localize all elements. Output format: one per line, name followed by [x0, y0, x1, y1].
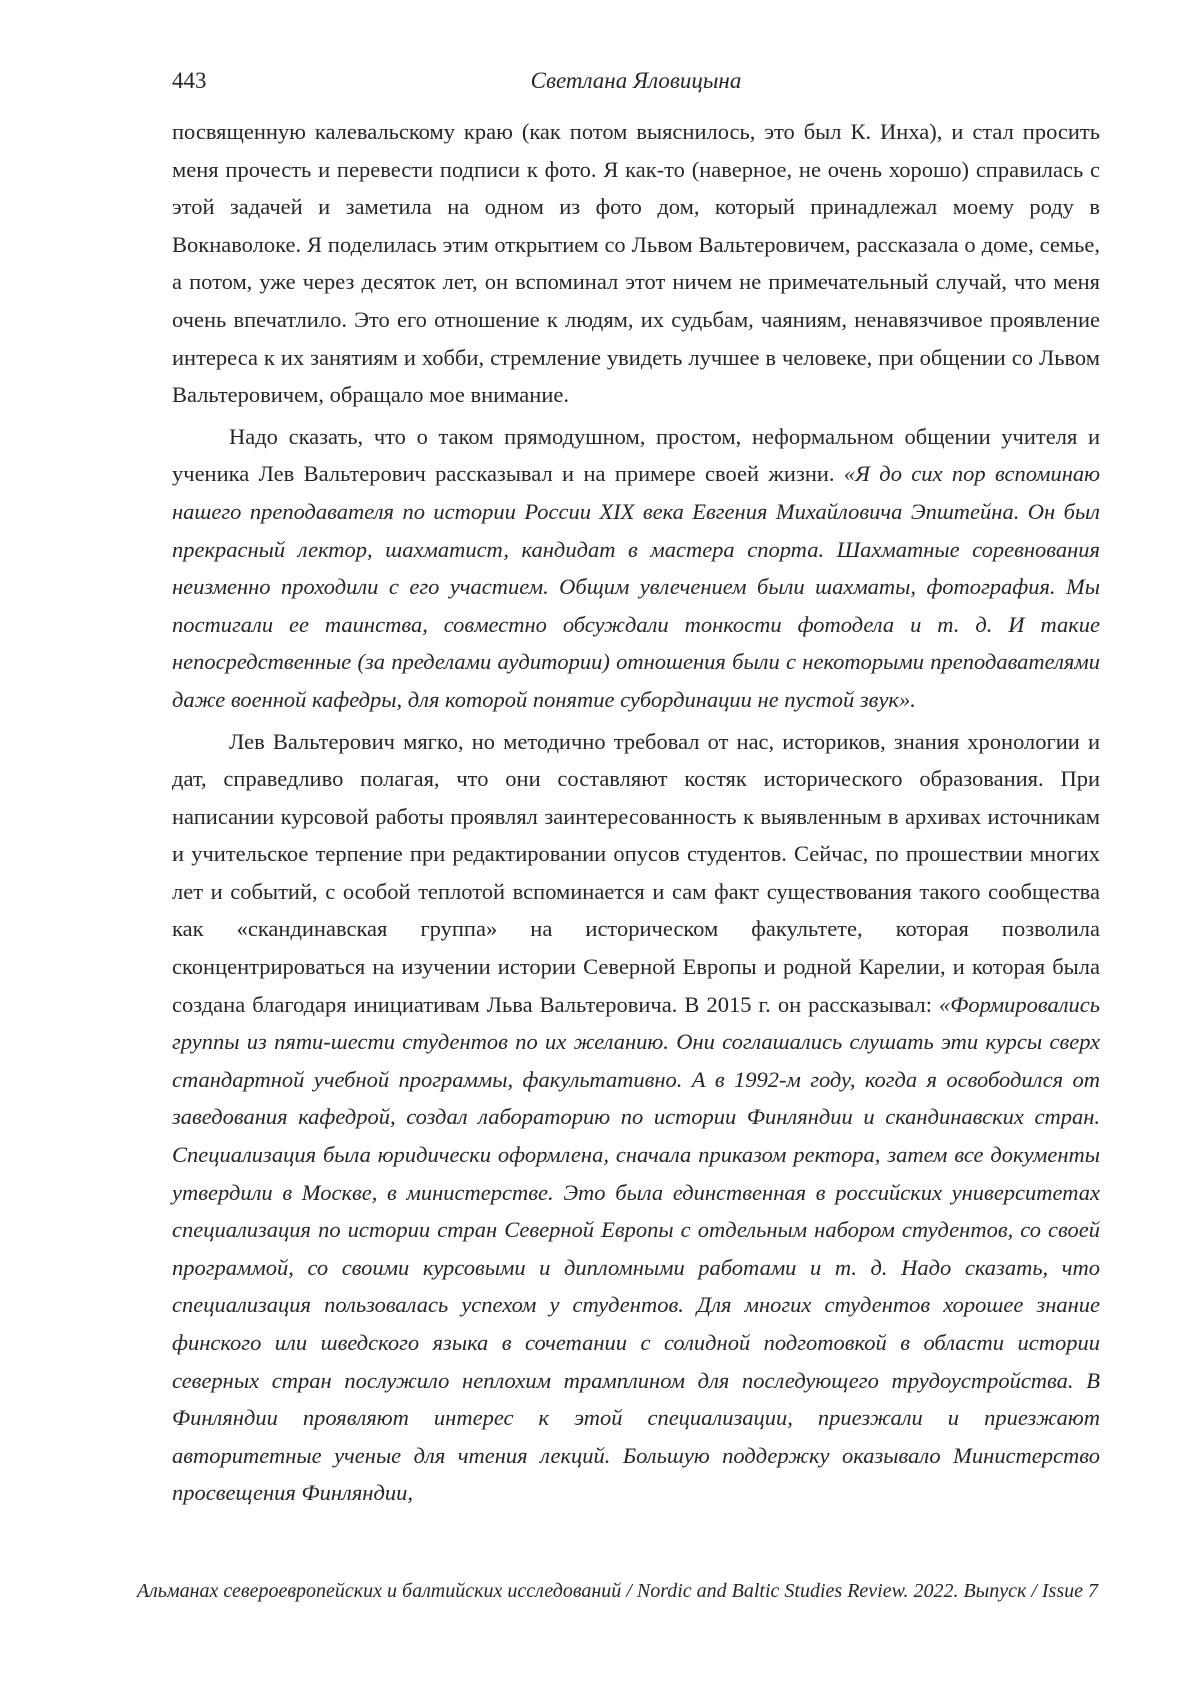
- paragraph: [172, 723, 1100, 1512]
- paragraph: [172, 418, 1100, 719]
- article-body: [172, 113, 1100, 1516]
- page-number: 443: [172, 68, 207, 93]
- running-author: Светлана Яловицына: [530, 68, 742, 93]
- paragraph-text: посвященную калевальскому краю (как потом выяснилось, это был К. Инха), и стал просить меня прочесть и перевести подписи к фото. Я как-то (наверное, не очень хорошо) справилась с этой задачей и заметила на одном из фото дом, который принадлежал моему роду в Вокнаволоке. Я поделилась этим открытием со Львом Вальтеровичем, рассказала о доме, семье, а потом, уже через десяток лет, он вспоминал этот ничем не примечательный случай, что меня очень впечатлило. Это его отношение к людям, их судьбам, чаяниям, ненавязчивое проявление интереса к их занятиям и хобби, стремление увидеть лучшее в человеке, при общении со Львом Вальтеровичем, обращало мое внимание.: [172, 119, 1100, 408]
- quotation: «Я до сих пор вспоминаю нашего преподавателя по истории России XIX века Евгения Михайловича Эпштейна. Он был прекрасный лектор, шахматист, кандидат в мастера спорта. Шахматные соревнования неизменно проходили с его участием. Общим увлечением были шахматы, фотография. Мы постигали ее таинства, совместно обсуждали тонкости фотодела и т. д. И такие непосредственные (за пределами аудитории) отношения были с некоторыми преподавателями даже военной кафедры, для которой понятие субординации не пустой звук».: [172, 461, 1100, 712]
- paragraph-continued: [172, 113, 1100, 414]
- paragraph-text: Лев Вальтерович мягко, но методично требовал от нас, историков, знания хронологии и дат, справедливо полагая, что они составляют костяк исторического образования. При написании курсовой работы проявлял заинтересованность к выявленным в архивах источникам и учительское терпение при редактировании опусов студентов. Сейчас, по прошествии многих лет и событий, с особой теплотой вспоминается и сам факт существования такого сообщества как «скандинавская группа» на историческом факультете, которая позволила сконцентрироваться на изучении истории Северной Европы и родной Карелии, и которая была создана благодаря инициативам Льва Вальтеровича. В 2015 г. он рассказывал:: [172, 728, 1100, 1017]
- running-header: [172, 68, 1100, 108]
- quotation: «Формировались группы из пяти-шести студентов по их желанию. Они соглашались слушать эти курсы сверх стандартной учебной программы, факультативно. А в 1992-м году, когда я освободился от заведования кафедрой, создал лабораторию по истории Финляндии и скандинавских стран. Специализация была юридически оформлена, сначала приказом ректора, затем все документы утвердили в Москве, в министерстве. Это была единственная в российских университетах специализация по истории стран Северной Европы с отдельным набором студентов, со своей программой, со своими курсовыми и дипломными работами и т. д. Надо сказать, что специализация пользовалась успехом у студентов. Для многих студентов хорошее знание финского или шведского языка в сочетании с солидной подготовкой в области истории северных стран послужило неплохим трамплином для последующего трудоустройства. В Финляндии проявляют интерес к этой специализации, приезжали и приезжают авторитетные ученые для чтения лекций. Большую поддержку оказывало Министерство просвещения Финляндии,: [172, 991, 1100, 1506]
- journal-footer: Альманах североевропейских и балтийских исследований / Nordic and Baltic Studies Review. 2022. Выпуск / Issue 7: [136, 1580, 1098, 1602]
- paragraph-text: Надо сказать, что о таком прямодушном, простом, неформальном общении учителя и ученика Лев Вальтерович рассказывал и на примере своей жизни.: [172, 423, 1100, 487]
